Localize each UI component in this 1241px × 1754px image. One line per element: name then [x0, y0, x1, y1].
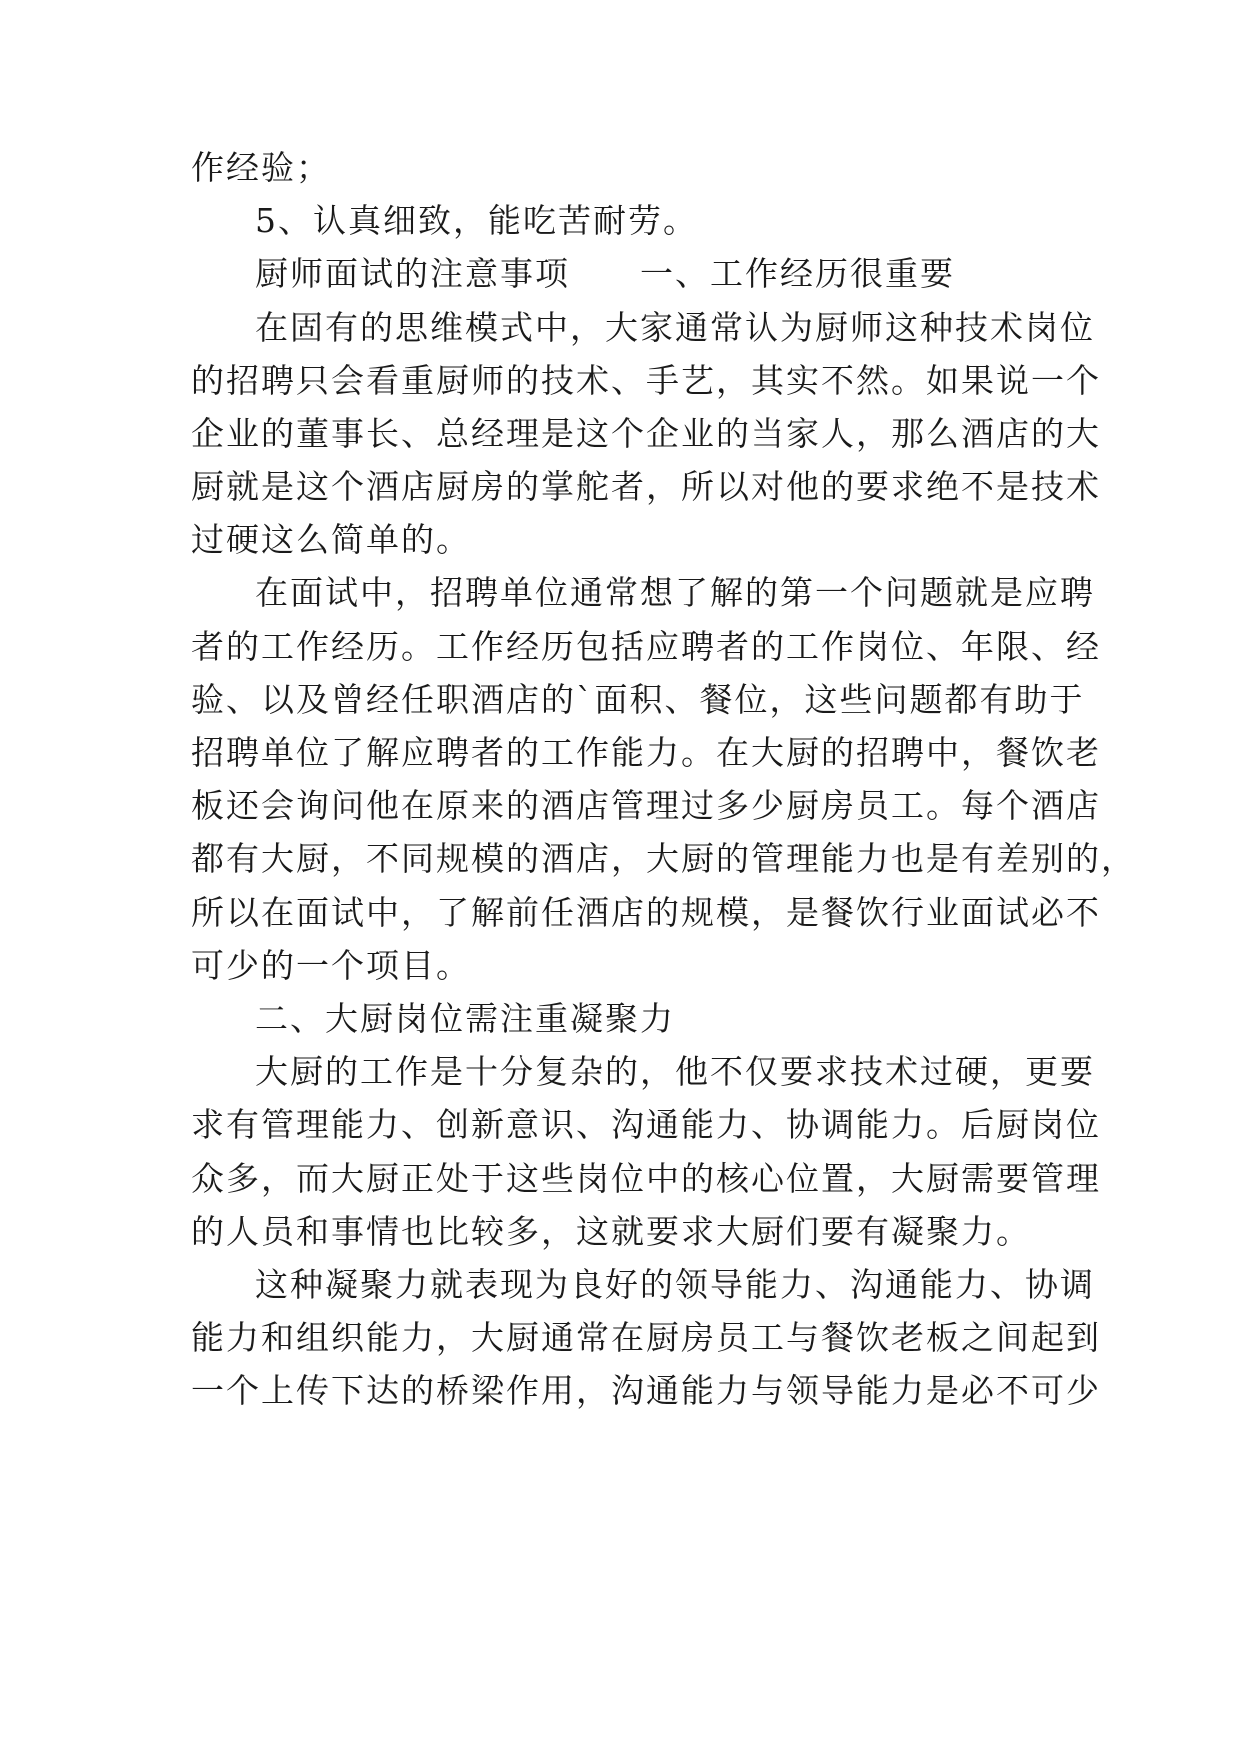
text-line: 企业的董事长、总经理是这个企业的当家人，那么酒店的大 — [191, 414, 1101, 453]
text-line: 所以在面试中，了解前任酒店的规模，是餐饮行业面试必不 — [191, 893, 1101, 932]
text-line: 的招聘只会看重厨师的技术、手艺，其实不然。如果说一个 — [191, 361, 1101, 400]
text-line: 的人员和事情也比较多，这就要求大厨们要有凝聚力。 — [191, 1212, 1031, 1251]
text-line: 者的工作经历。工作经历包括应聘者的工作岗位、年限、经 — [191, 627, 1101, 666]
heading-subtitle: 一、工作经历很重要 — [640, 254, 955, 293]
text-line: 在面试中，招聘单位通常想了解的第一个问题就是应聘 — [255, 573, 1095, 612]
section-heading: 二、大厨岗位需注重凝聚力 — [255, 999, 675, 1038]
text-line: 作经验； — [191, 148, 331, 187]
text-line: 验、以及曾经任职酒店的`面积、餐位，这些问题都有助于 — [191, 680, 1085, 719]
text-line: 在固有的思维模式中，大家通常认为厨师这种技术岗位 — [255, 308, 1095, 347]
text-line: 众多，而大厨正处于这些岗位中的核心位置，大厨需要管理 — [191, 1159, 1101, 1198]
text-line: 板还会询问他在原来的酒店管理过多少厨房员工。每个酒店 — [191, 786, 1101, 825]
text-line: 一个上传下达的桥梁作用，沟通能力与领导能力是必不可少 — [191, 1371, 1101, 1410]
text-line: 这种凝聚力就表现为良好的领导能力、沟通能力、协调 — [255, 1265, 1095, 1304]
heading-title: 厨师面试的注意事项 — [255, 254, 570, 293]
text-line: 厨就是这个酒店厨房的掌舵者，所以对他的要求绝不是技术 — [191, 467, 1101, 506]
text-line: 可少的一个项目。 — [191, 946, 471, 985]
section-heading — [255, 254, 955, 294]
text-line: 大厨的工作是十分复杂的，他不仅要求技术过硬，更要 — [255, 1052, 1095, 1091]
text-line: 5、认真细致，能吃苦耐劳。 — [255, 201, 698, 240]
text-line: 招聘单位了解应聘者的工作能力。在大厨的招聘中，餐饮老 — [191, 733, 1101, 772]
text-line: 都有大厨，不同规模的酒店，大厨的管理能力也是有差别的， — [191, 839, 1136, 878]
text-line: 求有管理能力、创新意识、沟通能力、协调能力。后厨岗位 — [191, 1105, 1101, 1144]
text-line: 能力和组织能力，大厨通常在厨房员工与餐饮老板之间起到 — [191, 1318, 1101, 1357]
text-line: 过硬这么简单的。 — [191, 520, 471, 559]
